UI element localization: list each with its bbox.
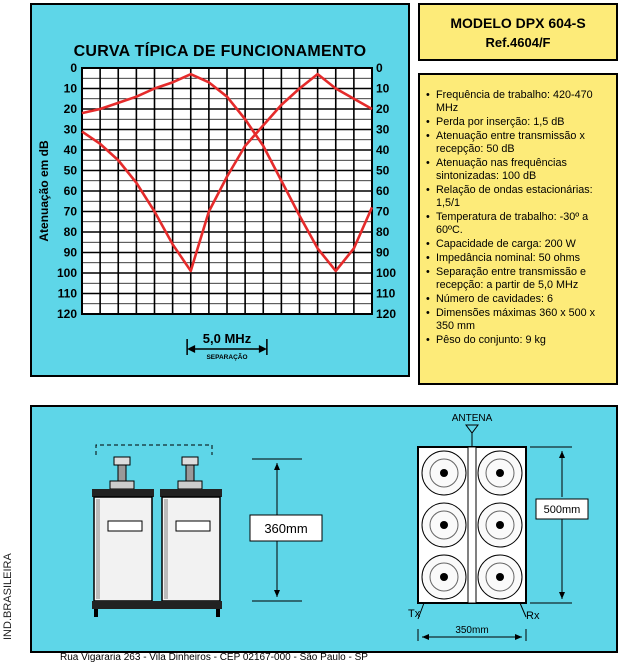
y-tick-label-right: 70	[376, 204, 390, 219]
y-tick-label-left: 40	[63, 143, 77, 157]
cavity	[422, 555, 466, 599]
footer-text: Rua Vigararia 263 - Vila Dinheiros - CEP 02167-000 - São Paulo - SP	[60, 652, 368, 663]
model-ref: Ref.4604/F	[485, 35, 551, 50]
specifications-box	[418, 73, 618, 385]
height-label-left: 360mm	[264, 521, 308, 536]
cavity	[422, 451, 466, 495]
y-tick-label-left: 90	[63, 245, 77, 260]
rx-label: Rx	[526, 610, 540, 622]
spec-item: • Relação de ondas estacionárias: 1,5/1	[426, 184, 614, 210]
y-tick-label-right: 100	[376, 266, 397, 280]
width-label: 350mm	[455, 625, 489, 636]
model-name: MODELO DPX 604-S	[450, 15, 586, 31]
spec-item: • Atenuação nas frequências sintonizadas: 100 dB	[426, 157, 614, 183]
y-tick-label-right: 0	[376, 61, 383, 75]
chart-panel	[30, 3, 410, 377]
y-axis-label: Atenuação em dB	[37, 140, 51, 242]
y-tick-label-right: 30	[376, 122, 390, 137]
y-tick-label-left: 30	[63, 122, 77, 137]
separation-arrow	[259, 345, 267, 353]
drawing-panel	[30, 405, 618, 653]
x-axis-label: 5,0 MHz	[202, 331, 252, 346]
cavity	[478, 451, 522, 495]
frequency-response-chart	[32, 5, 408, 375]
chart-title: CURVA TÍPICA DE FUNCIONAMENTO	[73, 43, 367, 60]
y-tick-label-left: 100	[56, 266, 77, 280]
spec-item: • Pêso do conjunto: 9 kg	[426, 334, 614, 347]
spec-item: • Impedância nominal: 50 ohms	[426, 252, 614, 265]
spec-item: • Capacidade de carga: 200 W	[426, 238, 614, 251]
x-axis-sublabel: SEPARAÇÃO	[206, 354, 248, 361]
y-tick-label-right: 60	[376, 184, 390, 198]
y-tick-label-right: 110	[376, 286, 396, 301]
cavity	[478, 555, 522, 599]
tx-label: Tx	[408, 608, 421, 620]
side-label: IND.BRASILEIRA	[2, 553, 14, 640]
y-tick-label-right: 50	[376, 163, 390, 178]
height-label-right: 500mm	[543, 504, 581, 516]
y-tick-label-right: 90	[376, 245, 390, 260]
y-tick-label-right: 10	[376, 81, 390, 96]
y-tick-label-left: 0	[70, 61, 77, 75]
y-tick-label-left: 70	[63, 204, 77, 219]
spec-item: • Atenuação entre transmissão x recepção: 50 dB	[426, 130, 614, 156]
y-tick-label-left: 120	[56, 307, 77, 321]
width-dimension	[418, 625, 526, 641]
spec-item: • Frequência de trabalho: 420-470 MHz	[426, 89, 614, 115]
cavity	[478, 503, 522, 547]
cavity	[422, 503, 466, 547]
spec-item: • Perda por inserção: 1,5 dB	[426, 116, 614, 129]
y-tick-label-left: 80	[63, 225, 77, 239]
spec-item: • Temperatura de trabalho: -30º a 60ºC.	[426, 211, 614, 237]
y-tick-label-right: 120	[376, 307, 397, 321]
model-title-box	[418, 3, 618, 61]
y-tick-label-right: 20	[376, 102, 390, 116]
spec-item: • Separação entre transmissão e recepção: a partir de 5,0 MHz	[426, 266, 614, 292]
spec-list	[426, 89, 614, 348]
height-dimension-right	[530, 447, 588, 603]
y-tick-label-left: 60	[63, 184, 77, 198]
y-tick-label-left: 110	[57, 286, 77, 301]
separation-arrow	[187, 345, 195, 353]
y-tick-label-left: 20	[63, 102, 77, 116]
spec-item: • Dimensões máximas 360 x 500 x 350 mm	[426, 307, 614, 333]
y-tick-label-right: 80	[376, 225, 390, 239]
spec-item: • Número de cavidades: 6	[426, 293, 614, 306]
duplexer-drawing	[32, 407, 616, 651]
y-tick-label-right: 40	[376, 143, 390, 157]
y-tick-label-left: 10	[63, 81, 77, 96]
y-tick-label-left: 50	[63, 163, 77, 178]
front-view-drawing	[92, 445, 222, 617]
antenna-label: ANTENA	[451, 413, 493, 424]
height-dimension-left	[250, 459, 322, 601]
